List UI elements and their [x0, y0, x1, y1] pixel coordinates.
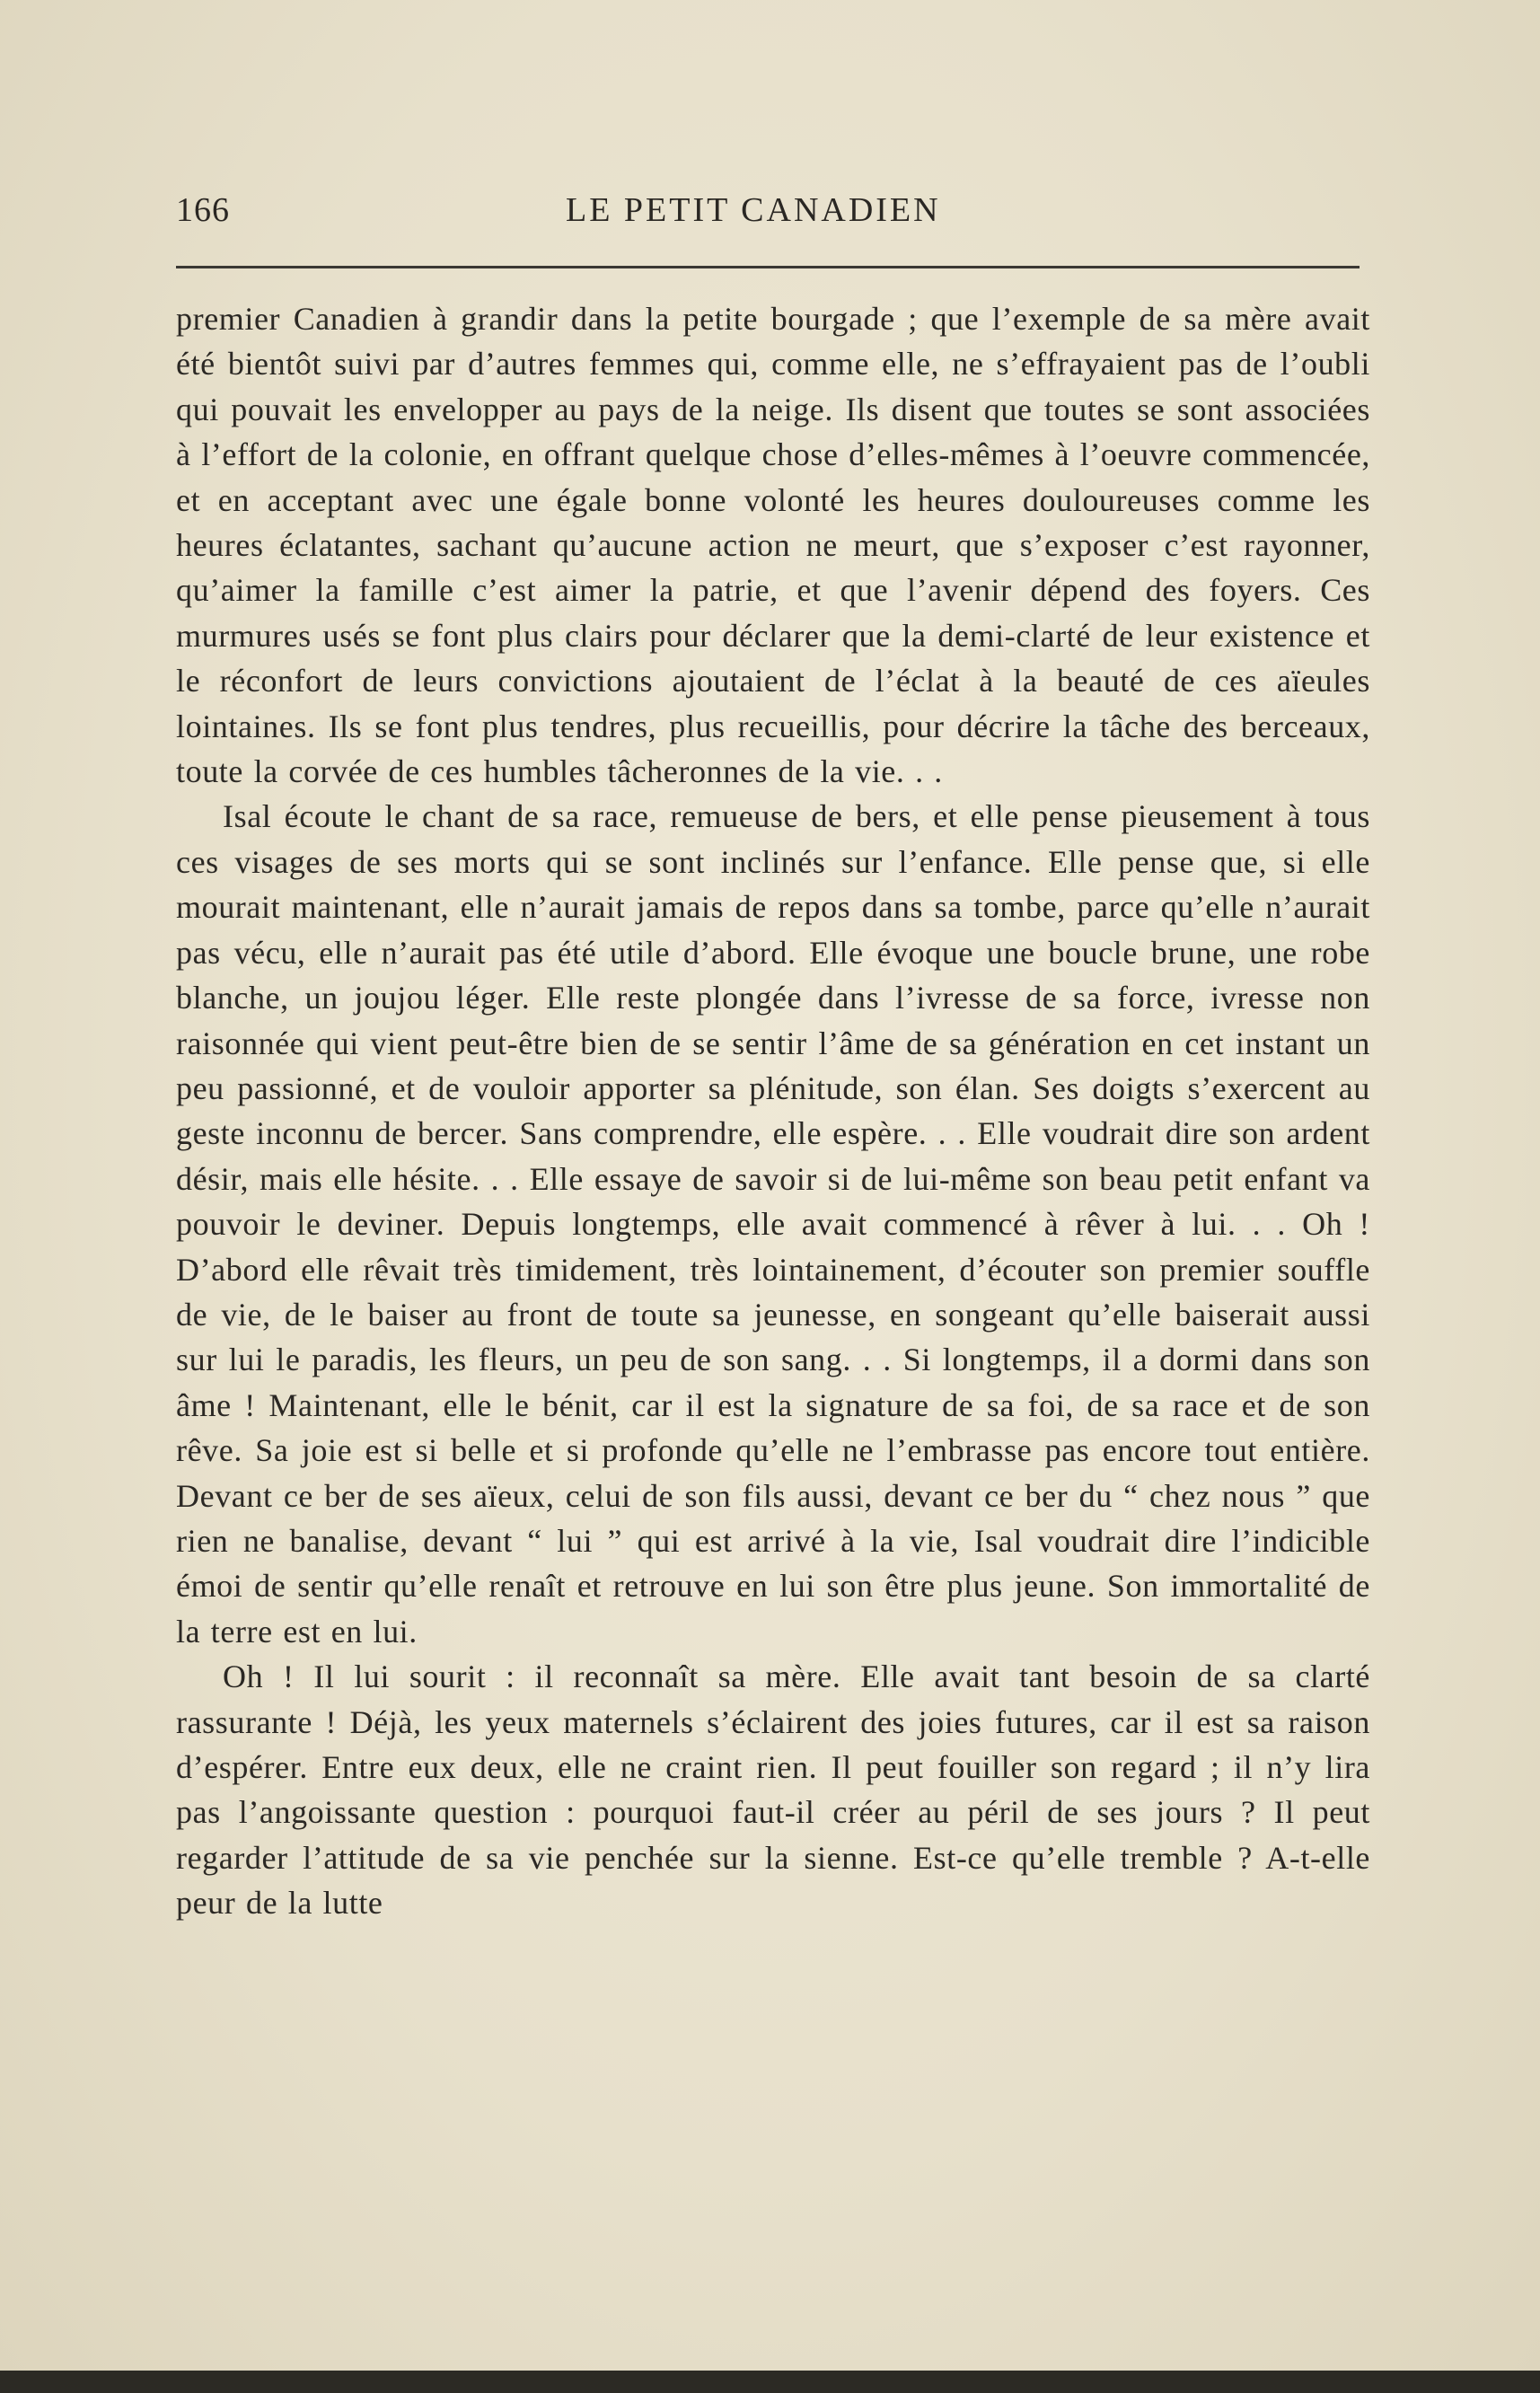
body-text — [176, 296, 1370, 1926]
paragraph-continued: premier Canadien à grandir dans la petite bourgade ; que l’exemple de sa mère avait été bientôt suivi par d’autres femmes qui, comme elle, ne s’effrayaient pas de l’oubli qui pouvait les envelopper au pays de la neige. Ils disent que toutes se sont associées à l’effort de la colonie, en offrant quelque chose d’elles-mêmes à l’oeuvre commencée, et en acceptant avec une égale bonne volonté les heures douloureuses comme les heures éclatantes, sachant qu’aucune action ne meurt, que s’exposer c’est rayonner, qu’aimer la famille c’est aimer la patrie, et que l’avenir dépend des foyers. Ces murmures usés se font plus clairs pour déclarer que la demi-clarté de leur existence et le réconfort de leurs convictions ajoutaient de l’éclat à la beauté de ces aïeules lointaines. Ils se font plus tendres, plus recueillis, pour décrire la tâche des berceaux, toute la corvée de ces humbles tâcheronnes de la vie. . . — [176, 301, 1370, 790]
page-title: LE PETIT CANADIEN — [566, 191, 941, 229]
running-head — [176, 190, 1361, 241]
paragraph-isal-ecoute: Isal écoute le chant de sa race, remueuse de bers, et elle pense pieusement à tous ces visages de ses morts qui se sont inclinés sur l’enfance. Elle pense que, si elle mourait maintenant, elle n’aurait jamais de repos dans sa tombe, parce qu’elle n’aurait pas vécu, elle n’aurait pas été utile d’abord. Elle évoque une boucle brune, une robe blanche, un joujou léger. Elle reste plongée dans l’ivresse de sa force, ivresse non raisonnée qui vient peut-être bien de se sentir l’âme de sa génération en cet instant un peu passionné, et de vouloir apporter sa plénitude, son élan. Ses doigts s’exercent au geste inconnu de bercer. Sans comprendre, elle espère. . . Elle voudrait dire son ardent désir, mais elle hésite. . . Elle essaye de savoir si de lui-même son beau petit enfant va pouvoir le deviner. Depuis longtemps, elle avait commencé à rêver à lui. . . Oh ! D’abord elle rêvait très timidement, très lointainement, d’écouter son premier souffle de vie, de le baiser au front de toute sa jeunesse, en songeant qu’elle baiserait aussi sur lui le paradis, les fleurs, un peu de son sang. . . Si longtemps, il a dormi dans son âme ! Maintenant, elle le bénit, car il est la signature de sa foi, de sa race et de son rêve. Sa joie est si belle et si profonde qu’elle ne l’embrasse pas encore tout entière. Devant ce ber de ses aïeux, celui de son fils aussi, devant ce ber du “ chez nous ” que rien ne banalise, devant “ lui ” qui est arrivé à la vie, Isal voudrait dire l’indicible émoi de sentir qu’elle renaît et retrouve en lui son être plus jeune. Son immortalité de la terre est en lui. — [176, 798, 1370, 1650]
page-bottom-edge — [0, 2371, 1540, 2393]
header-rule — [176, 266, 1360, 268]
page-number: 166 — [176, 191, 230, 229]
paragraph-oh-il-lui-sourit: Oh ! Il lui sourit : il reconnaît sa mère. Elle avait tant besoin de sa clarté rassurante ! Déjà, les yeux maternels s’éclairent des joies futures, car il est sa raison d’espérer. Entre eux deux, elle ne craint rien. Il peut fouiller son regard ; il n’y lira pas l’angoissante question : pourquoi faut-il créer au péril de ses jours ? Il peut regarder l’attitude de sa vie penchée sur la sienne. Est-ce qu’elle tremble ? A-t-elle peur de la lutte — [176, 1658, 1370, 1922]
